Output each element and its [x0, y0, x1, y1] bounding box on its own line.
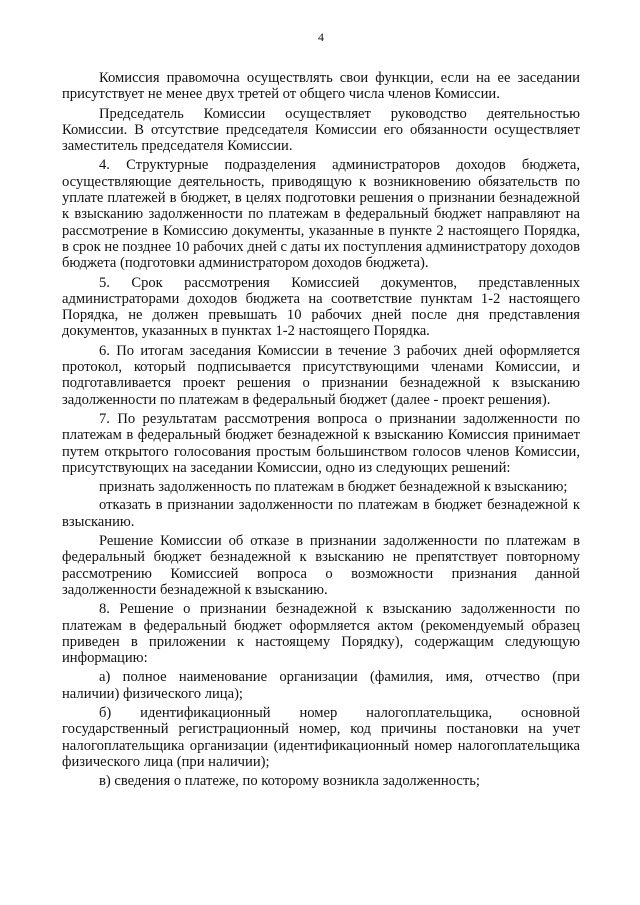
- paragraph-8: 8. Решение о признании безнадежной к взысканию задолженности по платежам в федеральный бюджет оформляется актом (рекомендуемый образец приведен в приложении к настоящему Порядку), содержащим следующую информацию:: [62, 601, 580, 667]
- paragraph-7: 7. По результатам рассмотрения вопроса о признании задолженности по платежам в федеральный бюджет безнадежной к взысканию Комиссия принимает путем открытого голосования простым большинством голосов членов Комиссии, присутствующих на заседании Комиссии, одно из следующих решений:: [62, 410, 580, 476]
- list-item-b: б) идентификационный номер налогоплательщика, основной государственный регистрационный номер, код причины постановки на учет налогоплательщика организации (идентификационный номер налогоплательщика физического лица (при наличии);: [62, 704, 580, 770]
- paragraph-5: 5. Срок рассмотрения Комиссией документов, представленных администраторами доходов бюджета на соответствие пунктам 1-2 настоящего Порядка, не должен превышать 10 рабочих дней после дня представления документов, указанных в пунктах 1-2 настоящего Порядка.: [62, 274, 580, 340]
- page-number: 4: [318, 30, 324, 44]
- decision-option-accept: признать задолженность по платежам в бюджет безнадежной к взысканию;: [99, 479, 568, 496]
- paragraph-chairman: Председатель Комиссии осуществляет руководство деятельностью Комиссии. В отсутствие председателя Комиссии его обязанности осуществляет заместитель председателя Комиссии.: [62, 105, 580, 155]
- decision-option-refuse: отказать в признании задолженности по платежам в бюджет безнадежной к взысканию.: [62, 497, 580, 530]
- paragraph-quorum: Комиссия правомочна осуществлять свои функции, если на ее заседании присутствует не менее двух третей от общего числа членов Комиссии.: [62, 70, 580, 103]
- list-item-v: в) сведения о платеже, по которому возникла задолженность;: [99, 773, 480, 790]
- paragraph-6: 6. По итогам заседания Комиссии в течение 3 рабочих дней оформляется протокол, который подписывается присутствующими членами Комиссии, и подготавливается проект решения о признании безнадежной к взысканию задолженности по платежам в федеральный бюджет (далее - проект решения).: [62, 342, 580, 408]
- paragraph-4: 4. Структурные подразделения администраторов доходов бюджета, осуществляющие деятельность, приводящую к возникновению обязательств по уплате платежей в бюджет, в целях подготовки решения о признании безнадежной к взысканию задолженности по платежам в федеральный бюджет направляют на рассмотрение в Комиссию документы, указанные в пункте 2 настоящего Порядка, в срок не позднее 10 рабочих дней с даты их поступления администратору доходов бюджета (подготовки администратором доходов бюджета).: [62, 157, 580, 272]
- list-item-a: а) полное наименование организации (фамилия, имя, отчество (при наличии) физического лица);: [62, 669, 580, 702]
- paragraph-refusal-note: Решение Комиссии об отказе в признании задолженности по платежам в федеральный бюджет безнадежной к взысканию не препятствует повторному рассмотрению Комиссией вопроса о возможности признания данной задолженности безнадежной к взысканию.: [62, 533, 580, 598]
